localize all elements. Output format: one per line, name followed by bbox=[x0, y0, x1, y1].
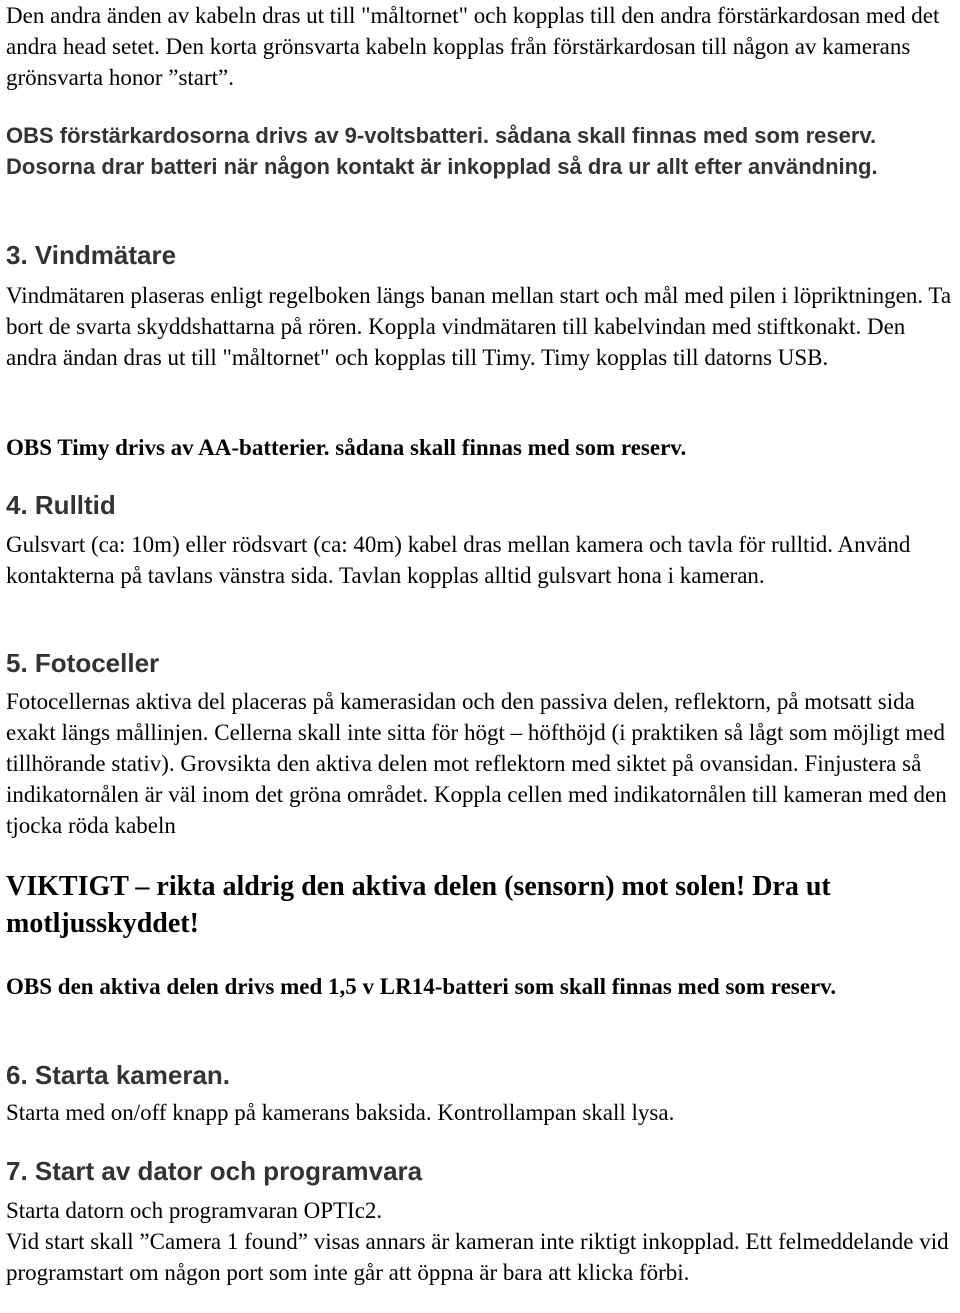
section-7-body: Vid start skall ”Camera 1 found” visas annars är kameran inte riktigt inkopplad. Ett felmeddelande vid programstart om någon port som inte går att öppna är bara att klicka förbi. bbox=[6, 1229, 949, 1285]
section-5-heading: 5. Fotoceller bbox=[6, 648, 160, 678]
section-6-heading: 6. Starta kameran. bbox=[6, 1060, 231, 1090]
section-7-heading: 7. Start av dator och programvara bbox=[6, 1156, 423, 1186]
section-6-body: Starta med on/off knapp på kamerans baksida. Kontrollampan skall lysa. bbox=[6, 1100, 675, 1125]
section-5-body: Fotocellernas aktiva del placeras på kamerasidan och den passiva delen, reflektorn, på motsatt sida exakt längs mållinjen. Cellerna skall inte sitta för högt – höfthöjd (i praktiken så lågt som möjligt med tillhörande stativ). Grovsikta den aktiva delen mot reflektorn med siktet på ovansidan. Finjustera så indikatornålen är väl inom det gröna området. Koppla cellen med indikatornålen till kameran med den tjocka röda kabeln bbox=[6, 689, 947, 838]
section-5-obs-note: OBS den aktiva delen drivs med 1,5 v LR14-batteri som skall finnas med som reserv. bbox=[6, 974, 837, 999]
section-3-obs-note: OBS Timy drivs av AA-batterier. sådana skall finnas med som reserv. bbox=[6, 435, 687, 460]
intro-paragraph: Den andra änden av kabeln dras ut till "måltornet" och kopplas till den andra förstärkardosan med det andra head setet. Den korta grönsvarta kabeln kopplas från förstärkardosan till någon av kamerans grönsvarta honor ”start”. bbox=[6, 3, 940, 90]
section-4-body: Gulsvart (ca: 10m) eller rödsvart (ca: 40m) kabel dras mellan kamera och tavla för rulltid. Använd kontakterna på tavlans vänstra sida. Tavlan kopplas alltid gulsvart hona i kameran. bbox=[6, 532, 911, 588]
section-4-heading: 4. Rulltid bbox=[6, 490, 116, 520]
section-7-line1: Starta datorn och programvaran OPTIc2. bbox=[6, 1198, 383, 1223]
intro-obs-note: OBS förstärkardosorna drivs av 9-voltsbatteri. sådana skall finnas med som reserv. Dosorna drar batteri när någon kontakt är inkopplad så dra ur allt efter användning. bbox=[6, 123, 878, 179]
section-5-warning: VIKTIGT – rikta aldrig den aktiva delen (sensorn) mot solen! Dra ut motljusskyddet! bbox=[6, 871, 831, 939]
section-3-body: Vindmätaren plaseras enligt regelboken längs banan mellan start och mål med pilen i löpriktningen. Ta bort de svarta skyddshattarna på rören. Koppla vindmätaren till kabelvindan med stiftkonakt. Den andra ändan dras ut till "måltornet" och kopplas till Timy. Timy kopplas till datorns USB. bbox=[6, 283, 952, 370]
section-3-heading: 3. Vindmätare bbox=[6, 240, 177, 270]
